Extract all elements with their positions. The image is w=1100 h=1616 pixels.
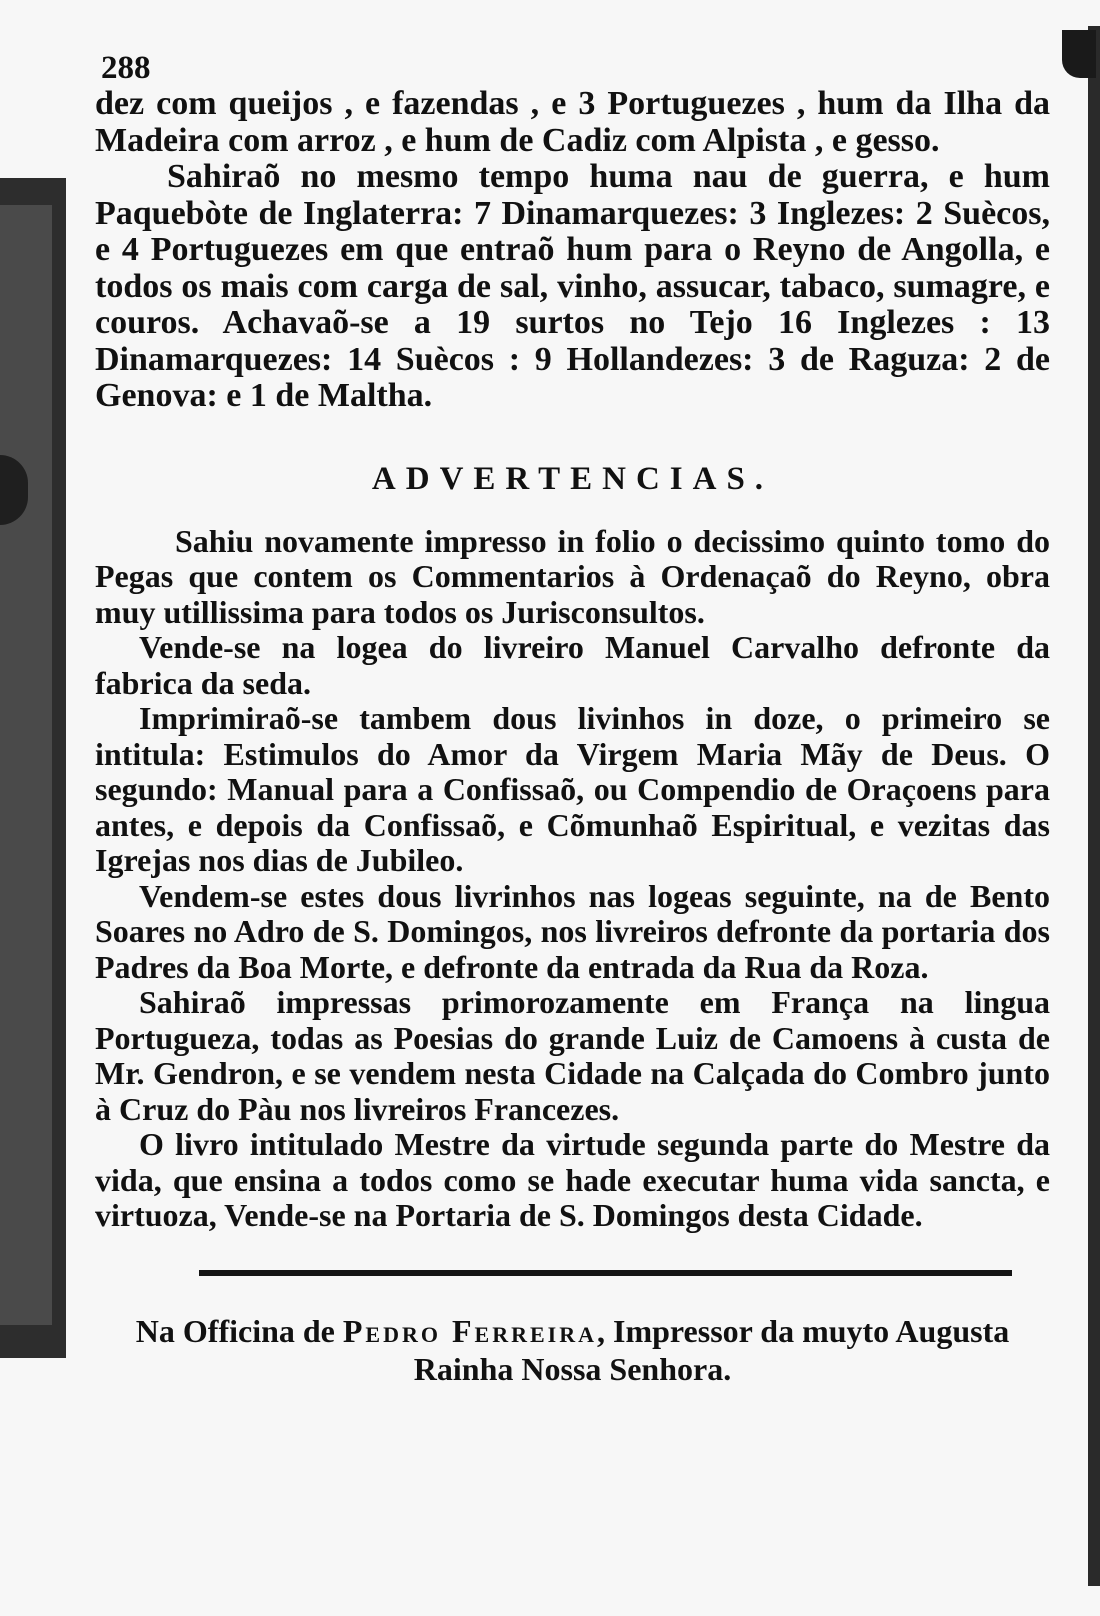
shipping-paragraph: dez com queijos , e fazendas , e 3 Portuguezes , hum da Ilha da Madeira com arroz , e hum de Cadiz com Alpista , e gesso. xyxy=(95,85,1050,159)
advertencia-item: Vendem-se estes dous livrinhos nas logeas seguinte, na de Bento Soares no Adro de S. Domingos, nos livreiros defronte da portaria dos Padres da Boa Morte, e defronte da entrada da Rua da Roza. xyxy=(95,877,1050,985)
printer-name: Pedro Ferreira xyxy=(342,1312,597,1349)
advertencia-item: Sahiraõ impressas primorozamente em França na lingua Portugueza, todas as Poesias do grande Luiz de Camoens à custa de Mr. Gendron, e se vendem nesta Cidade na Calçada do Combro junto à Cruz do Pàu nos livreiros Francezes. xyxy=(95,984,1050,1127)
imprint-prefix: Na Officina de xyxy=(135,1312,335,1349)
advertencia-item: Imprimiraõ-se tambem dous livinhos in doze, o primeiro se intitula: Estimulos do Amor da Virgem Maria Mãy de Deus. O segundo: Manual para a Confissaõ, ou Compendio de Oraçoens para antes, e depois da Confissaõ, e Cõmunhaõ Espiritual, e vezitas das Igrejas nos dias de Jubileo. xyxy=(95,700,1050,878)
advertencias-list xyxy=(95,524,1050,1234)
imprint-suffix: , Impressor da muyto Augusta Rainha Nossa Senhora. xyxy=(413,1312,1010,1387)
advertencia-item: O livro intitulado Mestre da virtude segunda parte do Mestre da vida, que ensina a todos como se hade executar huma vida sancta, e virtuoza, Vende-se na Portaria de S. Domingos desta Cidade. xyxy=(95,1126,1050,1233)
top-right-ink-mark xyxy=(1062,30,1096,78)
advertencias-heading: ADVERTENCIAS. xyxy=(371,460,774,497)
departures-paragraph: Sahiraõ no mesmo tempo huma nau de guerra, e hum Paquebòte de Inglaterra: 7 Dinamarquezes: 3 Inglezes: 2 Suècos, e 4 Portuguezes em que entraõ hum para o Reyno de Angolla, e todos os mais com carga de sal, vinho, assucar, tabaco, sumagre, e couros. Achavaõ-se a 19 surtos no Tejo 16 Inglezes : 13 Dinamarquezes: 14 Suècos : 9 Hollandezes: 3 de Raguza: 2 de Genova: e 1 de Maltha. xyxy=(95,158,1050,414)
advertencia-item: Sahiu novamente impresso in folio o decissimo quinto tomo do Pegas que contem os Commentarios à Ordenaçaõ do Reyno, obra muy utillissima para todos os Jurisconsultos. xyxy=(95,522,1050,630)
left-binding-shadow-inner xyxy=(0,205,52,1325)
right-page-edge xyxy=(1088,26,1100,1586)
printer-imprint xyxy=(95,1312,1050,1388)
page-number: 288 xyxy=(101,50,151,86)
advertencia-item: Vende-se na logea do livreiro Manuel Carvalho defronte da fabrica da seda. xyxy=(95,629,1050,701)
page-content xyxy=(95,50,1050,1388)
imprint-divider xyxy=(199,1270,1012,1276)
